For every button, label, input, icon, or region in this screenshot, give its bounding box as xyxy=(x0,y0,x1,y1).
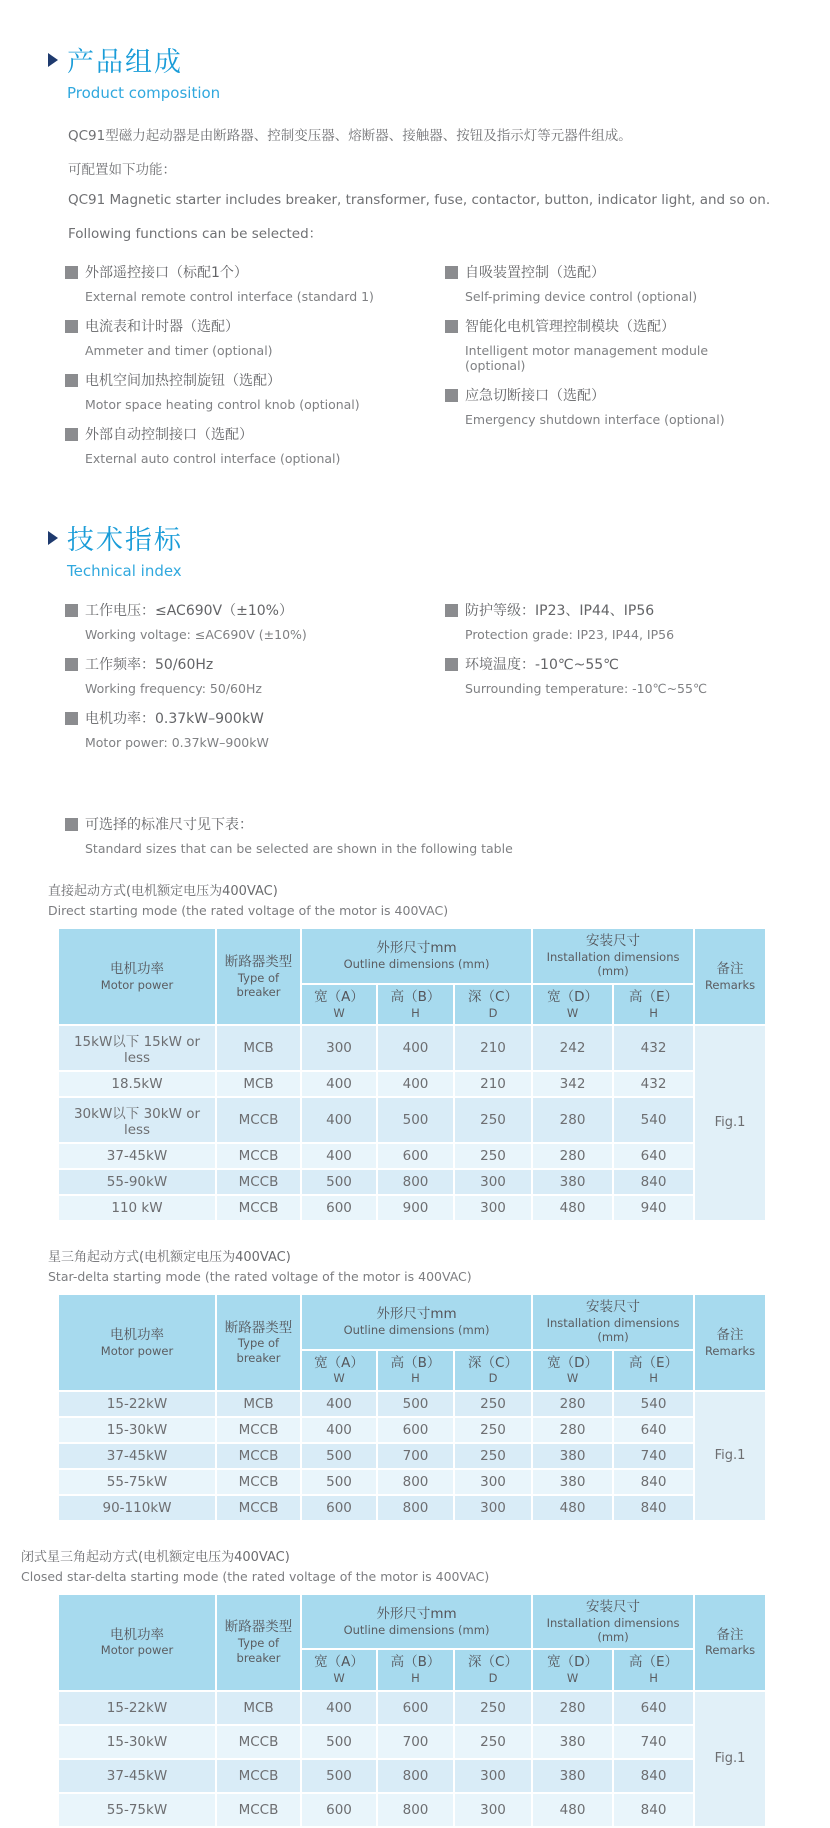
col-header-outline-dimensions: 外形尺寸mm Outline dimensions (mm) xyxy=(301,1594,532,1650)
cell-motor-power: 55-90kW xyxy=(58,1169,216,1195)
table-row xyxy=(58,1097,766,1143)
col-header-breaker-type: 断路器类型 Type of breaker xyxy=(216,1594,301,1691)
col-subheader-dimension: 宽（A） W xyxy=(301,1350,377,1391)
cell-breaker-type: MCCB xyxy=(216,1195,301,1221)
cell-height-b: 700 xyxy=(377,1725,454,1759)
cell-remark: Fig.1 xyxy=(694,1391,766,1521)
cell-width-d: 380 xyxy=(532,1169,613,1195)
dimensions-table-direct-starting xyxy=(57,927,767,1222)
cell-depth-c: 250 xyxy=(454,1443,532,1469)
cell-breaker-type: MCCB xyxy=(216,1469,301,1495)
feature-item xyxy=(65,370,445,412)
table-caption-en: Star-delta starting mode (the rated voltage of the motor is 400VAC) xyxy=(48,1268,472,1284)
col-subheader-dimension: 深（C） D xyxy=(454,984,532,1025)
spec-label-cn: 环境温度：-10℃~55℃ xyxy=(465,657,619,673)
table-row xyxy=(58,1443,766,1469)
bullet-square-icon xyxy=(65,712,78,725)
table-row xyxy=(58,1071,766,1097)
cell-width-d: 280 xyxy=(532,1097,613,1143)
cell-breaker-type: MCB xyxy=(216,1025,301,1071)
cell-height-b: 600 xyxy=(377,1143,454,1169)
cell-depth-c: 250 xyxy=(454,1097,532,1143)
cell-height-b: 600 xyxy=(377,1691,454,1725)
cell-width-a: 500 xyxy=(301,1759,377,1793)
feature-label-en: Emergency shutdown interface (optional) xyxy=(465,412,725,427)
col-header-installation-dimensions: 安装尺寸 Installation dimensions (mm) xyxy=(532,1294,694,1350)
cell-width-a: 500 xyxy=(301,1443,377,1469)
cell-height-e: 940 xyxy=(613,1195,694,1221)
cell-motor-power: 55-75kW xyxy=(58,1469,216,1495)
bullet-square-icon xyxy=(445,320,458,333)
cell-width-a: 400 xyxy=(301,1097,377,1143)
cell-height-b: 500 xyxy=(377,1391,454,1417)
table-row xyxy=(58,1391,766,1417)
col-header-installation-dimensions: 安装尺寸 Installation dimensions (mm) xyxy=(532,928,694,984)
cell-height-b: 400 xyxy=(377,1071,454,1097)
intro-line: 可配置如下功能： xyxy=(68,162,176,178)
spec-label-en: Protection grade: IP23, IP44, IP56 xyxy=(465,627,675,642)
spec-item xyxy=(445,654,772,696)
cell-height-b: 400 xyxy=(377,1025,454,1071)
cell-width-a: 600 xyxy=(301,1195,377,1221)
table-caption-cn: 星三角起动方式(电机额定电压为400VAC) xyxy=(48,1249,291,1265)
cell-height-b: 800 xyxy=(377,1495,454,1521)
page-title: 产品组成 xyxy=(67,47,183,78)
cell-breaker-type: MCCB xyxy=(216,1417,301,1443)
cell-motor-power: 90-110kW xyxy=(58,1495,216,1521)
cell-depth-c: 300 xyxy=(454,1793,532,1827)
cell-motor-power: 15-30kW xyxy=(58,1417,216,1443)
cell-motor-power: 110 kW xyxy=(58,1195,216,1221)
cell-height-e: 840 xyxy=(613,1169,694,1195)
cell-breaker-type: MCCB xyxy=(216,1725,301,1759)
feature-item xyxy=(65,424,445,466)
cell-height-b: 800 xyxy=(377,1759,454,1793)
cell-breaker-type: MCCB xyxy=(216,1793,301,1827)
cell-height-b: 800 xyxy=(377,1469,454,1495)
feature-item xyxy=(445,385,772,427)
cell-width-d: 280 xyxy=(532,1143,613,1169)
table-block-star-delta xyxy=(48,1246,772,1522)
section-technical-index xyxy=(48,518,772,762)
cell-motor-power: 15kW以下 15kW or less xyxy=(58,1025,216,1071)
cell-depth-c: 250 xyxy=(454,1391,532,1417)
spec-label-cn: 防护等级：IP23、IP44、IP56 xyxy=(465,603,655,619)
cell-width-d: 380 xyxy=(532,1725,613,1759)
cell-depth-c: 250 xyxy=(454,1417,532,1443)
col-subheader-dimension: 深（C） D xyxy=(454,1350,532,1391)
intro-line: QC91型磁力起动器是由断路器、控制变压器、熔断器、接触器、按钮及指示灯等元器件组成。 xyxy=(68,128,632,144)
cell-breaker-type: MCCB xyxy=(216,1495,301,1521)
cell-height-e: 840 xyxy=(613,1495,694,1521)
col-header-breaker-type: 断路器类型 Type of breaker xyxy=(216,1294,301,1391)
table-caption-en: Closed star-delta starting mode (the rated voltage of the motor is 400VAC) xyxy=(21,1568,490,1584)
col-subheader-dimension: 高（B） H xyxy=(377,1649,454,1690)
cell-breaker-type: MCCB xyxy=(216,1443,301,1469)
bullet-square-icon xyxy=(65,604,78,617)
col-subheader-dimension: 高（B） H xyxy=(377,1350,454,1391)
cell-motor-power: 55-75kW xyxy=(58,1793,216,1827)
section-arrow-icon xyxy=(48,531,58,545)
spec-label-en: Surrounding temperature: -10℃~55℃ xyxy=(465,681,707,696)
spec-item xyxy=(445,600,772,642)
cell-height-e: 840 xyxy=(613,1469,694,1495)
cell-motor-power: 18.5kW xyxy=(58,1071,216,1097)
cell-remark: Fig.1 xyxy=(694,1691,766,1827)
note-label-en: Standard sizes that can be selected are shown in the following table xyxy=(85,841,513,856)
cell-width-a: 400 xyxy=(301,1391,377,1417)
feature-label-cn: 智能化电机管理控制模块（选配） xyxy=(465,319,675,335)
cell-width-a: 500 xyxy=(301,1169,377,1195)
cell-width-a: 400 xyxy=(301,1417,377,1443)
bullet-square-icon xyxy=(65,428,78,441)
cell-width-d: 280 xyxy=(532,1691,613,1725)
spec-label-cn: 电机功率：0.37kW–900kW xyxy=(85,711,264,727)
cell-width-a: 500 xyxy=(301,1725,377,1759)
cell-height-e: 432 xyxy=(613,1025,694,1071)
bullet-square-icon xyxy=(445,658,458,671)
cell-motor-power: 30kW以下 30kW or less xyxy=(58,1097,216,1143)
feature-item xyxy=(445,262,772,304)
col-subheader-dimension: 宽（D） W xyxy=(532,1649,613,1690)
cell-height-e: 640 xyxy=(613,1691,694,1725)
bullet-square-icon xyxy=(445,604,458,617)
cell-height-b: 600 xyxy=(377,1417,454,1443)
col-subheader-dimension: 深（C） D xyxy=(454,1649,532,1690)
cell-breaker-type: MCCB xyxy=(216,1759,301,1793)
cell-breaker-type: MCB xyxy=(216,1391,301,1417)
section-arrow-icon xyxy=(48,53,58,67)
feature-label-cn: 自吸装置控制（选配） xyxy=(465,265,605,281)
cell-height-e: 540 xyxy=(613,1391,694,1417)
standard-sizes-note xyxy=(65,814,772,856)
cell-depth-c: 250 xyxy=(454,1725,532,1759)
feature-label-en: Intelligent motor management module (optional) xyxy=(465,343,709,373)
section-title: 技术指标 xyxy=(67,525,183,556)
table-caption-cn: 直接起动方式(电机额定电压为400VAC) xyxy=(48,884,278,899)
col-subheader-dimension: 高（B） H xyxy=(377,984,454,1025)
bullet-square-icon xyxy=(65,374,78,387)
cell-breaker-type: MCCB xyxy=(216,1169,301,1195)
cell-height-e: 740 xyxy=(613,1725,694,1759)
cell-width-a: 600 xyxy=(301,1495,377,1521)
col-header-outline-dimensions: 外形尺寸mm Outline dimensions (mm) xyxy=(301,928,532,984)
cell-width-a: 500 xyxy=(301,1469,377,1495)
cell-height-e: 840 xyxy=(613,1759,694,1793)
table-row xyxy=(58,1495,766,1521)
col-subheader-dimension: 宽（D） W xyxy=(532,1350,613,1391)
col-header-remarks: 备注 Remarks xyxy=(694,1294,766,1391)
feature-label-en: Ammeter and timer (optional) xyxy=(85,343,273,358)
cell-width-a: 300 xyxy=(301,1025,377,1071)
table-block-direct-starting xyxy=(48,880,772,1222)
intro-line: Following functions can be selected： xyxy=(68,226,323,242)
feature-label-cn: 电流表和计时器（选配） xyxy=(85,319,239,335)
col-header-remarks: 备注 Remarks xyxy=(694,1594,766,1691)
cell-width-d: 480 xyxy=(532,1495,613,1521)
spec-item xyxy=(65,654,445,696)
section-heading xyxy=(48,40,772,79)
dimensions-table-closed-star-delta xyxy=(57,1593,767,1828)
bullet-square-icon xyxy=(65,658,78,671)
cell-motor-power: 37-45kW xyxy=(58,1759,216,1793)
cell-width-a: 400 xyxy=(301,1691,377,1725)
cell-width-d: 480 xyxy=(532,1793,613,1827)
cell-breaker-type: MCCB xyxy=(216,1097,301,1143)
cell-depth-c: 250 xyxy=(454,1691,532,1725)
cell-height-e: 640 xyxy=(613,1143,694,1169)
table-row xyxy=(58,1691,766,1725)
cell-height-e: 540 xyxy=(613,1097,694,1143)
cell-breaker-type: MCCB xyxy=(216,1143,301,1169)
section-heading xyxy=(48,518,772,557)
col-header-remarks: 备注 Remarks xyxy=(694,928,766,1025)
cell-depth-c: 300 xyxy=(454,1469,532,1495)
table-caption-en: Direct starting mode (the rated voltage of the motor is 400VAC) xyxy=(48,903,449,918)
col-subheader-dimension: 高（E） H xyxy=(613,1649,694,1690)
feature-column-left xyxy=(65,262,445,478)
feature-label-en: External auto control interface (optional) xyxy=(85,451,341,466)
feature-label-cn: 应急切断接口（选配） xyxy=(465,388,605,404)
feature-label-cn: 电机空间加热控制旋钮（选配） xyxy=(85,373,281,389)
col-header-installation-dimensions: 安装尺寸 Installation dimensions (mm) xyxy=(532,1594,694,1650)
col-subheader-dimension: 高（E） H xyxy=(613,1350,694,1391)
cell-breaker-type: MCB xyxy=(216,1071,301,1097)
cell-depth-c: 210 xyxy=(454,1071,532,1097)
cell-depth-c: 300 xyxy=(454,1169,532,1195)
cell-depth-c: 300 xyxy=(454,1759,532,1793)
cell-motor-power: 15-30kW xyxy=(58,1725,216,1759)
cell-height-e: 432 xyxy=(613,1071,694,1097)
cell-motor-power: 15-22kW xyxy=(58,1691,216,1725)
cell-height-e: 640 xyxy=(613,1417,694,1443)
feature-item xyxy=(65,262,445,304)
table-row xyxy=(58,1169,766,1195)
spec-item xyxy=(65,708,445,750)
feature-column-right xyxy=(445,262,772,478)
cell-depth-c: 300 xyxy=(454,1195,532,1221)
bullet-square-icon xyxy=(65,818,78,831)
section-subtitle: Technical index xyxy=(67,562,182,580)
col-header-breaker-type: 断路器类型 Type of breaker xyxy=(216,928,301,1025)
cell-height-b: 900 xyxy=(377,1195,454,1221)
cell-width-d: 280 xyxy=(532,1391,613,1417)
dimensions-table-star-delta xyxy=(57,1293,767,1522)
table-caption-cn: 闭式星三角起动方式(电机额定电压为400VAC) xyxy=(21,1549,290,1565)
feature-list xyxy=(65,262,772,478)
page-subtitle: Product composition xyxy=(67,84,221,102)
intro-line: QC91 Magnetic starter includes breaker, transformer, fuse, contactor, button, indicator light, and so on. xyxy=(68,192,771,208)
feature-item xyxy=(445,316,772,373)
table-block-closed-star-delta xyxy=(21,1546,772,1828)
bullet-square-icon xyxy=(445,389,458,402)
col-subheader-dimension: 宽（A） W xyxy=(301,1649,377,1690)
section-product-composition xyxy=(48,40,772,478)
cell-width-a: 600 xyxy=(301,1793,377,1827)
spec-list xyxy=(65,600,772,762)
cell-height-b: 700 xyxy=(377,1443,454,1469)
bullet-square-icon xyxy=(65,266,78,279)
col-header-motor-power: 电机功率 Motor power xyxy=(58,1594,216,1691)
spec-label-cn: 工作频率：50/60Hz xyxy=(85,657,214,673)
cell-width-d: 380 xyxy=(532,1443,613,1469)
bullet-square-icon xyxy=(445,266,458,279)
spec-label-cn: 工作电压：≤AC690V（±10%） xyxy=(85,603,293,619)
cell-depth-c: 210 xyxy=(454,1025,532,1071)
table-row xyxy=(58,1143,766,1169)
spec-column-left xyxy=(65,600,445,762)
bullet-square-icon xyxy=(65,320,78,333)
spec-label-en: Working voltage: ≤AC690V (±10%) xyxy=(85,627,307,642)
table-row xyxy=(58,1725,766,1759)
cell-width-a: 400 xyxy=(301,1143,377,1169)
cell-remark: Fig.1 xyxy=(694,1025,766,1221)
col-subheader-dimension: 宽（A） W xyxy=(301,984,377,1025)
cell-height-b: 500 xyxy=(377,1097,454,1143)
table-row xyxy=(58,1195,766,1221)
table-row xyxy=(58,1469,766,1495)
cell-height-b: 800 xyxy=(377,1169,454,1195)
col-header-motor-power: 电机功率 Motor power xyxy=(58,928,216,1025)
cell-depth-c: 300 xyxy=(454,1495,532,1521)
col-subheader-dimension: 高（E） H xyxy=(613,984,694,1025)
cell-height-b: 800 xyxy=(377,1793,454,1827)
cell-width-d: 480 xyxy=(532,1195,613,1221)
cell-depth-c: 250 xyxy=(454,1143,532,1169)
col-header-motor-power: 电机功率 Motor power xyxy=(58,1294,216,1391)
feature-label-cn: 外部遥控接口（标配1个） xyxy=(85,265,248,281)
feature-label-en: Self-priming device control (optional) xyxy=(465,289,698,304)
cell-breaker-type: MCB xyxy=(216,1691,301,1725)
table-row xyxy=(58,1025,766,1071)
spec-label-en: Motor power: 0.37kW–900kW xyxy=(85,735,269,750)
table-row xyxy=(58,1417,766,1443)
feature-label-en: Motor space heating control knob (optional) xyxy=(85,397,360,412)
spec-label-en: Working frequency: 50/60Hz xyxy=(85,681,262,696)
spec-column-right xyxy=(445,600,772,762)
cell-motor-power: 37-45kW xyxy=(58,1443,216,1469)
feature-label-en: External remote control interface (standard 1) xyxy=(85,289,374,304)
cell-width-d: 242 xyxy=(532,1025,613,1071)
cell-width-d: 280 xyxy=(532,1417,613,1443)
col-subheader-dimension: 宽（D） W xyxy=(532,984,613,1025)
feature-item xyxy=(65,316,445,358)
col-header-outline-dimensions: 外形尺寸mm Outline dimensions (mm) xyxy=(301,1294,532,1350)
table-row xyxy=(58,1759,766,1793)
table-row xyxy=(58,1793,766,1827)
note-label-cn: 可选择的标准尺寸见下表： xyxy=(85,817,253,833)
cell-width-d: 380 xyxy=(532,1469,613,1495)
cell-height-e: 740 xyxy=(613,1443,694,1469)
cell-width-a: 400 xyxy=(301,1071,377,1097)
cell-width-d: 342 xyxy=(532,1071,613,1097)
cell-motor-power: 37-45kW xyxy=(58,1143,216,1169)
cell-height-e: 840 xyxy=(613,1793,694,1827)
spec-item xyxy=(65,600,445,642)
feature-label-cn: 外部自动控制接口（选配） xyxy=(85,427,253,443)
cell-motor-power: 15-22kW xyxy=(58,1391,216,1417)
cell-width-d: 380 xyxy=(532,1759,613,1793)
